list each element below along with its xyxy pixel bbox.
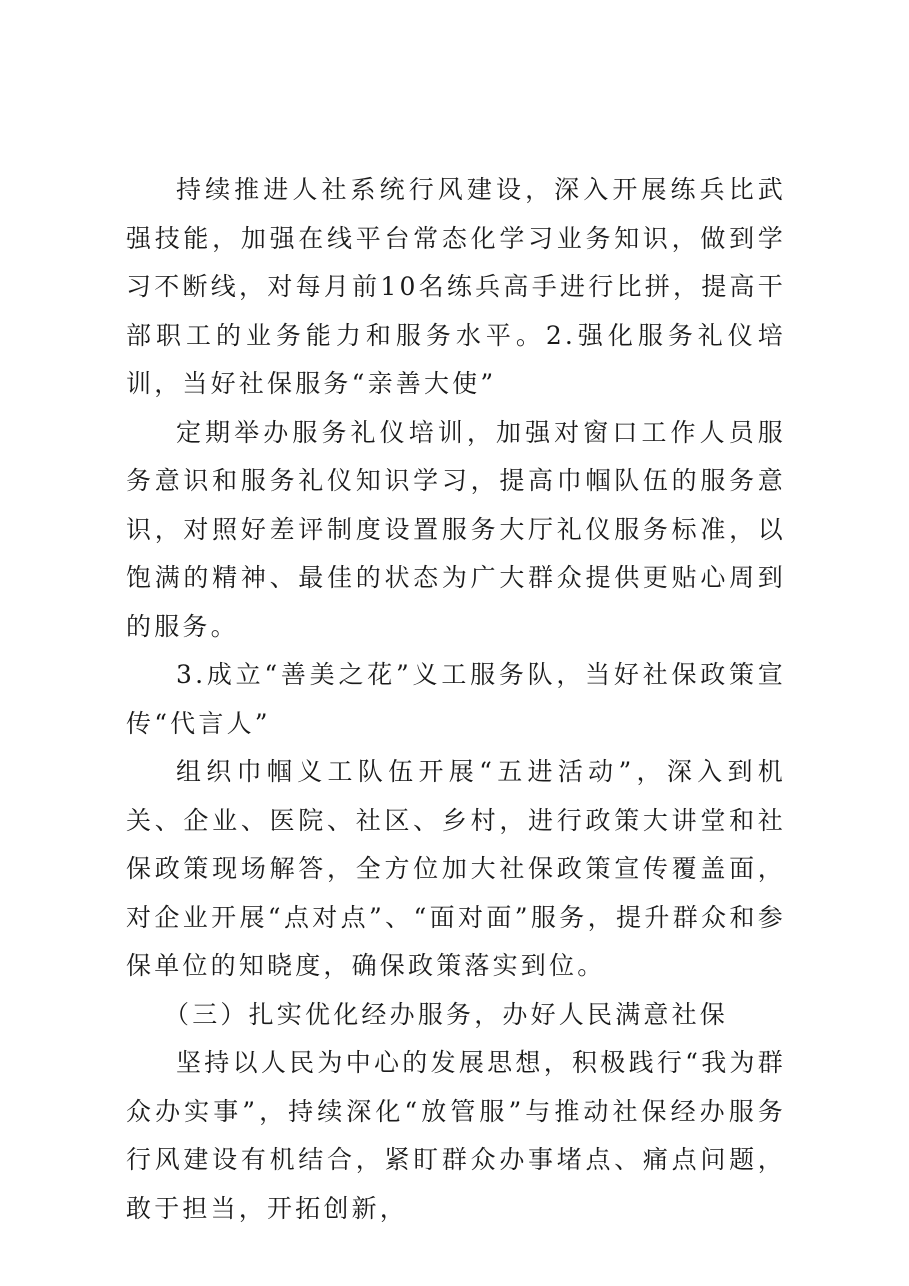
paragraph-people-centered: 坚持以人民为中心的发展思想，积极践行“我为群众办实事”，持续深化“放管服”与推动社保经办服务行风建设有机结合，紧盯群众办事堵点、痛点问题，敢于担当，开拓创新， [126, 1048, 786, 1223]
section-heading-three: （三）扎实优化经办服务，办好人民满意社保 [164, 999, 729, 1029]
paragraph-training: 持续推进人社系统行风建设，深入开展练兵比武强技能，加强在线平台常态化学习业务知识，做到学习不断线，对每月前10名练兵高手进行比拼，提高干部职工的业务能力和服务水平。2.强化服务礼仪培训，当好社保服务“亲善大使” [126, 175, 786, 398]
document-body [126, 166, 786, 1233]
paragraph-volunteer-heading: 3.成立“善美之花”义工服务队，当好社保政策宣传“代言人” [126, 660, 786, 738]
paragraph-outreach: 组织巾帼义工队伍开展“五进活动”，深入到机关、企业、医院、社区、乡村，进行政策大讲堂和社保政策现场解答，全方位加大社保政策宣传覆盖面，对企业开展“点对点”、“面对面”服务，提升群众和参保单位的知晓度，确保政策落实到位。 [126, 757, 786, 980]
paragraph-etiquette: 定期举办服务礼仪培训，加强对窗口工作人员服务意识和服务礼仪知识学习，提高巾帼队伍的服务意识，对照好差评制度设置服务大厅礼仪服务标准，以饱满的精神、最佳的状态为广大群众提供更贴心周到的服务。 [126, 417, 786, 641]
